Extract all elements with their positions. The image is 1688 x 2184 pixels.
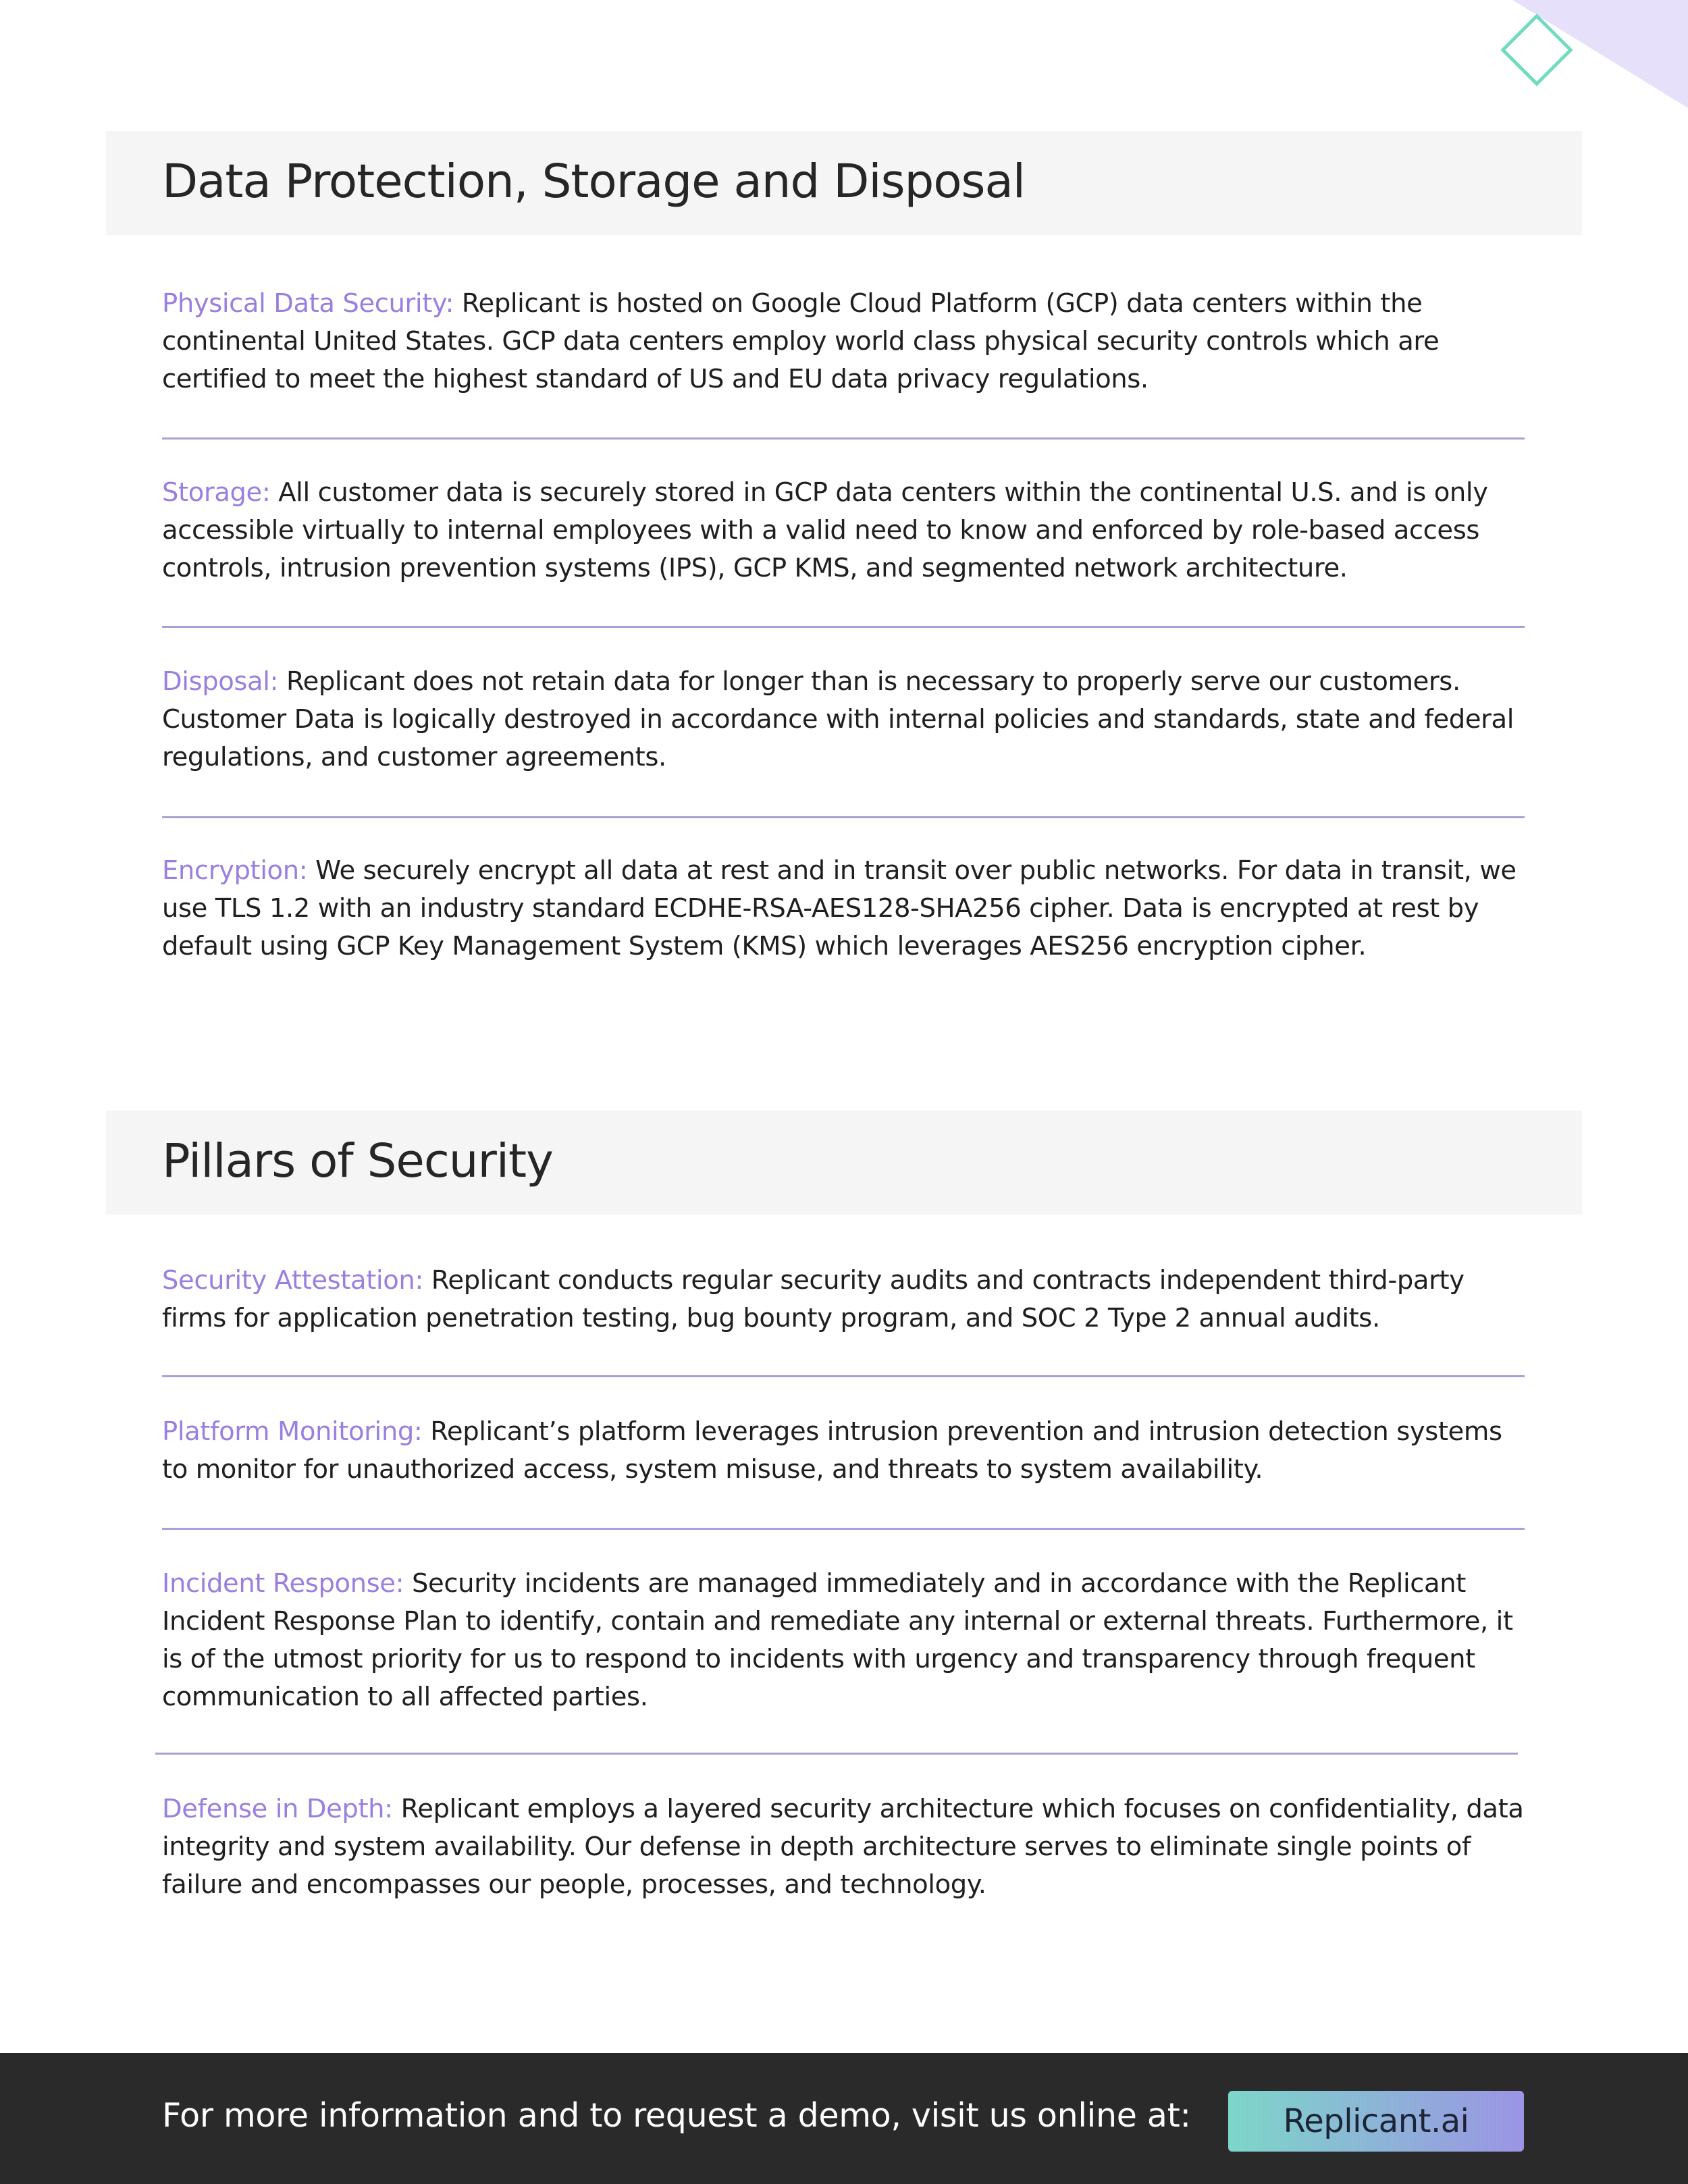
- item-label: Storage:: [162, 477, 271, 508]
- item-text: Replicant’s platform leverages intrusion prevention and intrusion detection systems to monitor for unauthorized access, system misuse, and threats to system availability.: [162, 1416, 1502, 1485]
- divider: [155, 1753, 1518, 1755]
- item-label: Incident Response:: [162, 1568, 404, 1599]
- divider: [162, 1375, 1525, 1377]
- item-label: Disposal:: [162, 666, 279, 697]
- section-title: Pillars of Security: [162, 1134, 553, 1188]
- paragraph-security-attestation: [162, 1262, 1526, 1337]
- paragraph-storage: [162, 474, 1526, 587]
- item-label: Security Attestation:: [162, 1265, 423, 1296]
- item-text: Security incidents are managed immediately and in accordance with the Replicant Incident Response Plan to identify, contain and remediate any internal or external threats. Furthermore, it is of the utmost priority for us to respond to incidents with urgency and transparency through frequent communication to all affected parties.: [162, 1568, 1513, 1712]
- item-text: Replicant is hosted on Google Cloud Platform (GCP) data centers within the continental United States. GCP data centers employ world class physical security controls which are certified to meet the highest standard of US and EU data privacy regulations.: [162, 288, 1440, 394]
- item-text: All customer data is securely stored in GCP data centers within the continental U.S. and is only accessible virtually to internal employees with a valid need to know and enforced by role-based access controls, intrusion prevention systems (IPS), GCP KMS, and segmented network architecture.: [162, 477, 1488, 583]
- item-text: We securely encrypt all data at rest and in transit over public networks. For data in transit, we use TLS 1.2 with an industry standard ECDHE-RSA-AES128-SHA256 cipher. Data is encrypted at rest by default using GCP Key Management System (KMS) which leverages AES256 encryption cipher.: [162, 855, 1516, 961]
- item-label: Physical Data Security:: [162, 288, 454, 319]
- item-label: Platform Monitoring:: [162, 1416, 423, 1447]
- divider: [162, 1528, 1525, 1530]
- item-text: Replicant conducts regular security audits and contracts independent third-party firms for application penetration testing, bug bounty program, and SOC 2 Type 2 annual audits.: [162, 1265, 1465, 1333]
- item-label: Encryption:: [162, 855, 308, 886]
- footer-text: For more information and to request a demo, visit us online at:: [162, 2096, 1191, 2135]
- divider: [162, 816, 1525, 818]
- replicant-website-button[interactable]: Replicant.ai: [1228, 2091, 1524, 2152]
- paragraph-disposal: [162, 663, 1526, 776]
- paragraph-encryption: [162, 852, 1526, 965]
- section-header-data-protection: [106, 131, 1582, 235]
- footer-bar: [0, 2053, 1688, 2184]
- section-title: Data Protection, Storage and Disposal: [162, 155, 1025, 209]
- paragraph-defense-in-depth: [162, 1790, 1526, 1904]
- paragraph-incident-response: [162, 1565, 1526, 1716]
- item-text: Replicant employs a layered security architecture which focuses on confidentiality, data integrity and system availability. Our defense in depth architecture serves to eliminate single points of failure and encompasses our people, processes, and technology.: [162, 1794, 1524, 1900]
- section-header-pillars-of-security: [106, 1111, 1582, 1215]
- divider: [162, 437, 1525, 440]
- paragraph-platform-monitoring: [162, 1413, 1526, 1489]
- paragraph-physical-data-security: [162, 285, 1526, 398]
- item-text: Replicant does not retain data for longer than is necessary to properly serve our customers. Customer Data is logically destroyed in accordance with internal policies and standards, state and federal regulations, and customer agreements.: [162, 666, 1514, 772]
- divider: [162, 626, 1525, 628]
- item-label: Defense in Depth:: [162, 1794, 393, 1824]
